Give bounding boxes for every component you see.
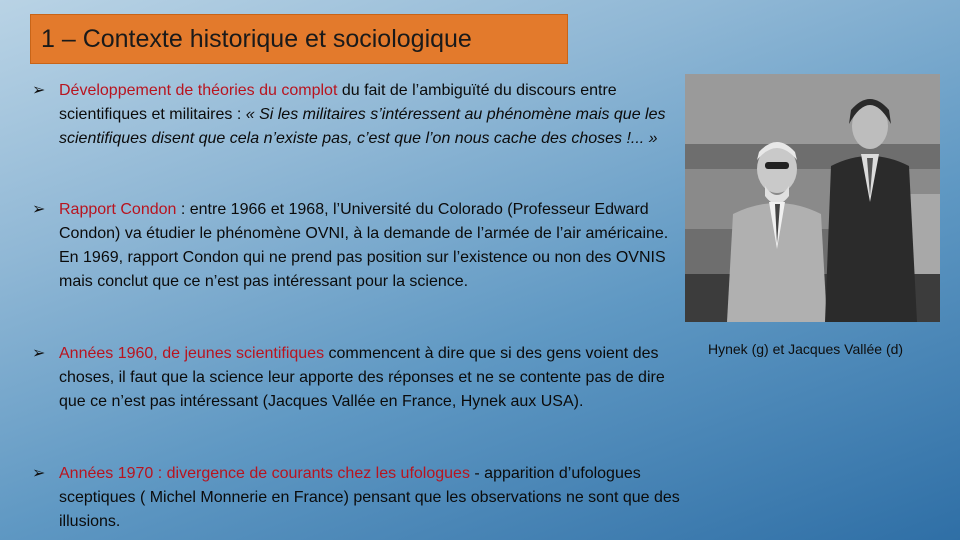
bullet-text	[59, 198, 682, 294]
bullet-highlight: Rapport Condon	[59, 201, 177, 218]
slide-title: 1 – Contexte historique et sociologique	[41, 25, 472, 53]
arrow-bullet-icon: ➢	[32, 82, 46, 99]
arrow-bullet-icon: ➢	[32, 201, 46, 218]
arrow-bullet-icon: ➢	[32, 345, 46, 362]
bullet-conspiracy	[32, 79, 682, 151]
photo-hynek-vallee	[685, 74, 940, 322]
bullet-body: commencent à dire que si des gens voient des choses, il faut que la science leur apporte des réponses et ne se contente pas de dire que ce n’est pas intéressant (Jacques Vallée en France, Hynek aux USA).	[59, 345, 665, 410]
bullet-body: : entre 1966 et 1968, l’Université du Colorado (Professeur Edward Condon) va étudier le phénomène OVNI, à la demande de l’armée de l’air américaine. En 1969, rapport Condon qui ne prend pas position sur l’existence ou non des OVNIS mais conclut que ce n’est pas intéressant pour la science.	[59, 201, 669, 290]
photo-illustration	[685, 74, 940, 322]
bullet-text	[59, 462, 682, 534]
bullet-1970	[32, 462, 682, 534]
photo-caption: Hynek (g) et Jacques Vallée (d)	[708, 341, 904, 357]
bullet-highlight: Développement de théories du complot	[59, 82, 338, 99]
arrow-bullet-icon: ➢	[32, 465, 46, 482]
bullet-highlight: Années 1970 : divergence de courants chez les ufologues	[59, 465, 470, 482]
bullet-highlight: Années 1960, de jeunes scientifiques	[59, 345, 325, 362]
bullet-text	[59, 79, 682, 151]
bullet-quote: « Si les militaires s’intéressent au phénomène mais que les scientifiques disent que cela n’existe pas, c’est que l’on nous cache des choses !... »	[59, 106, 666, 147]
bullet-body: - apparition d’ufologues sceptiques ( Michel Monnerie en France) pensant que les observations ne sont que des illusions.	[59, 465, 680, 530]
bullet-text	[59, 342, 682, 414]
bullet-1960	[32, 342, 682, 414]
bullet-condon	[32, 198, 682, 294]
bullet-body: du fait de l’ambiguïté du discours entre scientifiques et militaires :	[59, 82, 617, 123]
title-box	[30, 14, 568, 64]
